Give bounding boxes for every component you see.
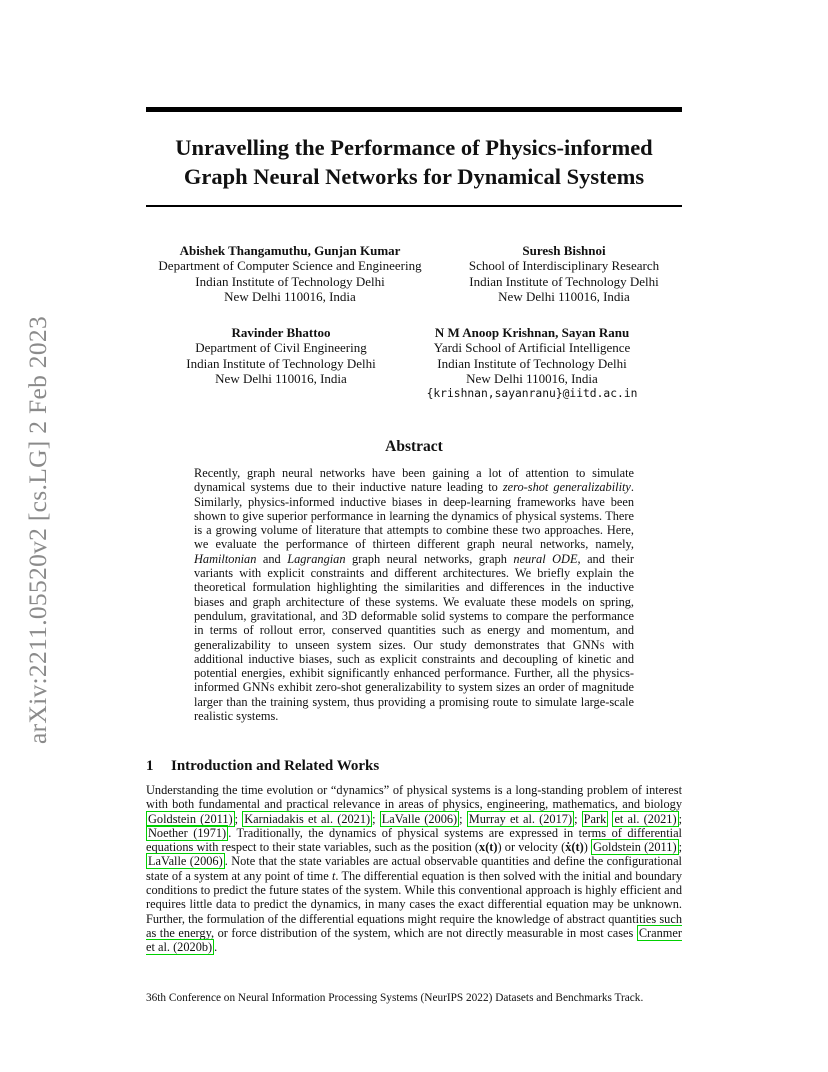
intro-text: .	[214, 940, 218, 955]
intro-text: )	[583, 840, 591, 855]
intro-text: . Traditionally, the dynamics of physical systems are expressed in terms of differential equations with respect to their state variables, such as the position (	[146, 825, 682, 855]
citation-link[interactable]: Karniadakis et al. (2021)	[244, 811, 371, 826]
author-block-2	[444, 243, 684, 304]
intro-text: ) or velocity (	[497, 840, 566, 855]
abstract-text: and	[256, 551, 288, 566]
affiliation-line: Department of Civil Engineering	[195, 340, 367, 356]
author-names: N M Anoop Krishnan, Sayan Ranu	[434, 325, 630, 340]
affiliation-line: Indian Institute of Technology Delhi	[195, 273, 385, 289]
abstract-text: with additional inductive biases, such as explicit constraints and decoupling of kinetic and potential energies, exhibit significantly enhanced performance. Further, all the physics-informed	[194, 637, 635, 695]
abstract-body	[194, 466, 634, 723]
abstract-text: Recently, graph neural networks have been gaining a lot of attention to simulate dynamical systems due to their inductive nature leading to	[194, 466, 634, 495]
affiliation-line: New Delhi 110016, India	[466, 370, 598, 386]
abstract-gnns: GNNs	[242, 680, 275, 695]
citation-link[interactable]: Murray et al. (2017)	[468, 811, 573, 826]
intro-text: Understanding the time evolution or “dynamics” of physical systems is a long-standing problem of interest with both fundamental and practical relevance in areas of physics, engineering, mathematics, and biology	[146, 783, 682, 812]
abstract-gnns: GNNs	[572, 637, 605, 652]
abstract-text: , and their variants with explicit constraints and different architectures. We briefly explain the theoretical formulation highlighting the similarities and differences in the inductive biases and graph architecture of these systems. We evaluate these models on spring, pendulum, gravitational, and 3D deformable solid systems to compare the performance in terms of rollout error, conserved quantities such as energy and momentum, and generalizability to unseen system sizes. Our study demonstrates that	[194, 551, 634, 652]
paper-title	[146, 133, 682, 191]
citation-link[interactable]: Noether (1971)	[148, 825, 227, 840]
affiliation-line: New Delhi 110016, India	[224, 288, 356, 304]
affiliation-line: Yardi School of Artificial Intelligence	[433, 340, 631, 356]
author-block-1	[140, 243, 440, 304]
author-block-3	[160, 325, 402, 386]
citation-link[interactable]: Goldstein (2011)	[148, 811, 233, 826]
abstract-text: exhibit zero-shot generalizability to system sizes an order of magnitude larger than the training system, thus providing a promising route to simulate large-scale realistic systems.	[194, 680, 634, 724]
section-title: Introduction and Related Works	[171, 758, 380, 774]
arxiv-identifier: arXiv:2211.05520v2 [cs.LG] 2 Feb 2023	[23, 315, 52, 745]
title-line-1: Unravelling the Performance of Physics-informed	[175, 135, 653, 160]
author-names: Suresh Bishnoi	[522, 243, 606, 258]
abstract-emphasis: neural ODE	[513, 551, 578, 566]
title-rule-bottom	[146, 205, 682, 207]
citation-link[interactable]: Cranmer et al. (2020b)	[146, 925, 682, 955]
abstract-text: . Similarly, physics-informed inductive biases in deep-learning frameworks have been shown to give superior performance in learning the dynamics of physical systems. There is a growing volume of literature that attempts to combine these two approaches. Here, we evaluate the performance of thirteen different graph neural networks, namely,	[194, 480, 635, 552]
section-heading	[146, 758, 379, 775]
affiliation-line: Indian Institute of Technology Delhi	[469, 273, 659, 289]
affiliation-line: School of Interdisciplinary Research	[468, 258, 660, 274]
affiliation-line: Indian Institute of Technology Delhi	[186, 355, 376, 371]
abstract-emphasis: zero-shot generalizability	[502, 480, 631, 495]
citation-link[interactable]: et al. (2021)	[614, 811, 677, 826]
math-time: t	[331, 868, 336, 883]
citation-link[interactable]: Goldstein (2011)	[592, 840, 677, 855]
abstract-emphasis: Hamiltonian	[194, 551, 257, 566]
affiliation-line: New Delhi 110016, India	[215, 370, 347, 386]
citation-link[interactable]: Park	[583, 811, 607, 826]
affiliation-line: New Delhi 110016, India	[498, 288, 630, 304]
author-names: Abishek Thangamuthu, Gunjan Kumar	[179, 243, 401, 258]
conference-footer: 36th Conference on Neural Information Processing Systems (NeurIPS 2022) Datasets and Benchmarks Track.	[146, 992, 644, 1004]
title-rule-top	[146, 107, 682, 112]
math-velocity: ẋ(t)	[565, 840, 584, 855]
intro-text: . The differential equation is then solved with the initial and boundary conditions to predict the future states of the system. While this conventional approach is highly efficient and requires little data to predict the dynamics, in many cases the exact differential equation may be unknown. Further, the formulation of the differential equations might require the knowledge of abstract quantities such as the energy, or force distribution of the system, which are not directly measurable in most cases	[146, 868, 682, 940]
author-names: Ravinder Bhattoo	[231, 325, 331, 340]
abstract-text: graph neural networks, graph	[345, 551, 514, 566]
affiliation-line: Indian Institute of Technology Delhi	[437, 355, 627, 371]
title-line-2: Graph Neural Networks for Dynamical Systems	[183, 164, 645, 189]
citation-link[interactable]: LaValle (2006)	[148, 854, 223, 869]
author-email: {krishnan,sayanranu}@iitd.ac.in	[426, 387, 638, 401]
math-position: x(t)	[479, 840, 498, 855]
abstract-heading: Abstract	[385, 438, 443, 455]
abstract-emphasis: Lagrangian	[287, 551, 346, 566]
citation-link[interactable]: LaValle (2006)	[381, 811, 458, 826]
intro-text: . Note that the state variables are actual observable quantities and define the configurational state of a system at any point of time	[146, 854, 682, 883]
intro-paragraph: Understanding the time evolution or “dynamics” of physical systems is a long-standing problem of interest with both fundamental and practical relevance in areas of physics, engineering, mathematics, and biology Goldstein (2011) ; Karniadakis et al. (2021) ; LaValle (2006) ; Murray et al. (2017) ; Park et al. (2021) ; Noether (1971) . Traditionally, the dynamics of physical systems are expressed in terms of differential equations with respect to their state variables, such as the position (x(t)) or velocity (ẋ(t)) Goldstein (2011) ; LaValle (2006) . Note that the state variables are actual observable quantities and define the configurational state of a system at any point of time t. The differential equation is then solved with the initial and boundary conditions to predict the future states of the system. While this conventional approach is highly efficient and requires little data to predict the dynamics, in many cases the exact differential equation may be unknown. Further, the formulation of the differential equations might require the knowledge of abstract quantities such as the energy, or force distribution of the system, which are not directly measurable in most cases Cranmer et al. (2020b) .	[146, 783, 683, 955]
affiliation-line: Department of Computer Science and Engineering	[158, 258, 422, 274]
section-number: 1	[146, 758, 154, 774]
author-block-4	[412, 325, 652, 401]
